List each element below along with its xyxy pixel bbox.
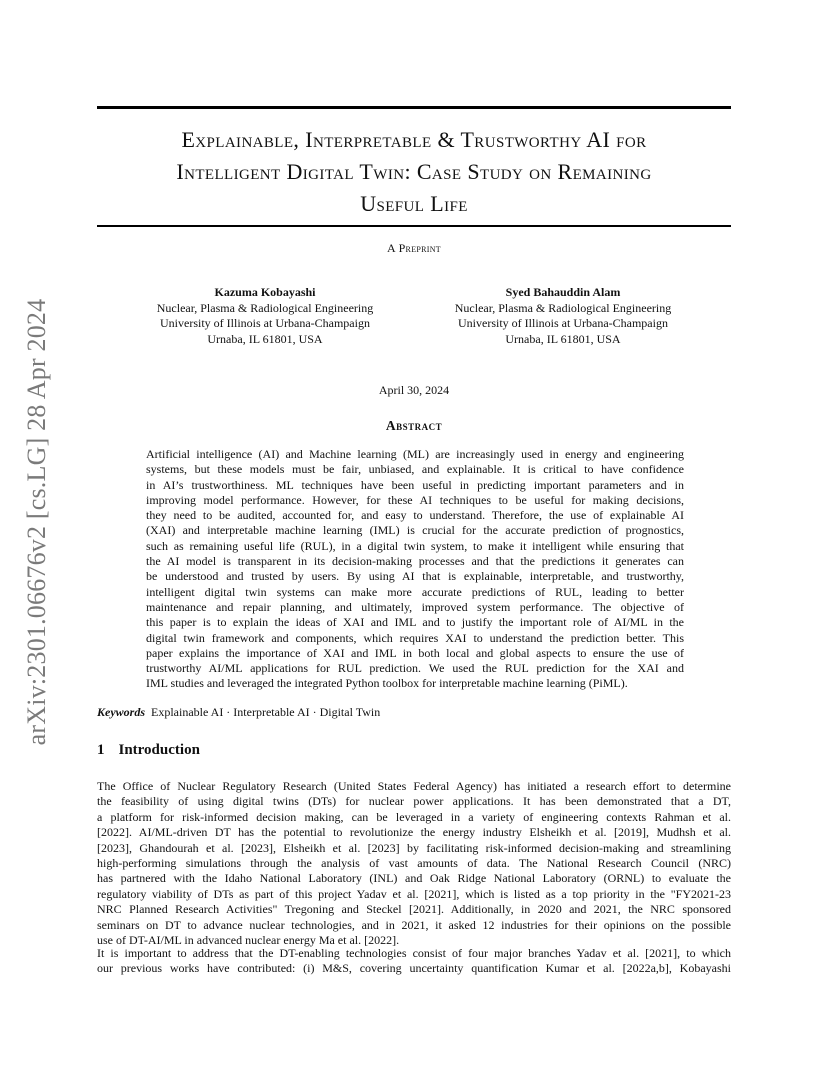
text-line: It is important to address that the DT-enabling technologies consist of four major branches Yadav et al. [2021], to which [97,946,731,960]
author-address: Urnaba, IL 61801, USA [505,331,621,346]
text-line: Artificial intelligence (AI) and Machine learning (ML) are increasingly used in energy and engineering [146,447,684,461]
title-line: Intelligent Digital Twin: Case Study on Remaining [176,159,652,184]
text-line: trustworthy AI/ML applications for RUL prediction. We used the RUL prediction for the XAI and [146,661,684,676]
text-line: regulatory viability of DTs as part of this project Yadav et al. [2021], which is listed as a top priority in the "FY2021-23 [97,886,731,901]
text-line: use of DT-AI/ML in advanced nuclear energy Ma et al. [2022]. [97,933,400,948]
text-line: the AI model is transparent in its decision-making processes and that the predictions it generates can [146,554,684,569]
body-paragraph [97,946,731,977]
title-rule-top [97,106,731,109]
text-line: high-performing simulations through the analysis of vast amounts of data. The National Research Council (NRC) [97,856,731,871]
text-line: they need to be audited, accounted for, and easy to understand. Therefore, the use of explainable AI [146,508,684,523]
text-line: has partnered with the Idaho National Laboratory (INL) and Oak Ridge National Laboratory (ORNL) to evaluate the [97,871,731,886]
text-line: maintenance and repair planning, and ultimately, improved system performance. The objective of [146,599,684,614]
author-university: University of Illinois at Urbana-Champaign [458,316,668,330]
section-title: Introduction [118,742,200,758]
text-line: [2023], Ghandourah et al. [2023], Elsheikh et al. [2023] by facilitating risk-informed decision-making and streamlining [97,840,731,855]
author-name: Syed Bahauddin Alam [505,285,621,299]
publication-date: April 30, 2024 [378,383,450,397]
title-line: Explainable, Interpretable & Trustworthy AI for [181,127,647,152]
body-paragraph [97,779,731,948]
section-number: 1 [97,742,105,758]
text-line: digital twin framework and components, which requires XAI to understand the prediction better. This [146,630,684,645]
text-line: intelligent digital twin systems can make more accurate predictions of RUL, leading to better [146,584,684,599]
text-line: this paper is to explain the ideas of XAI and IML and to justify the important role of AI/ML in the [146,615,684,630]
author-block [423,285,703,347]
text-line: (XAI) and interpretable machine learning (IML) is crucial for the accurate prediction of prognostics, [146,523,684,538]
arxiv-identifier: arXiv:2301.06676v2 [cs.LG] 28 Apr 2024 [22,298,51,746]
text-line: a platform for risk-informed decision making, can be leveraged in a variety of engineering contexts Rahman et al. [97,809,731,824]
paper-title [97,124,731,220]
keywords-label: Keywords [97,705,145,719]
text-line: such as remaining useful life (RUL), in a digital twin system, to make it intelligent while ensuring that [146,538,684,553]
text-line: [2022]. AI/ML-driven DT has the potential to revolutionize the energy industry Elsheikh et al. [2019], Mudhsh et al. [97,825,731,840]
text-line: seminars on DT to advance nuclear technologies, and in 2021, it asked 12 industries for their opinions on the possible [97,917,731,932]
text-line: the feasibility of using digital twins (DTs) for nuclear power applications. It has been demonstrated that a DT, [97,794,731,809]
author-department: Nuclear, Plasma & Radiological Engineering [156,300,374,315]
author-address: Urnaba, IL 61801, USA [207,331,323,346]
text-line: paper explains the importance of XAI and IML in both local and global aspects to ensure the use of [146,645,684,660]
text-line: be understood and trusted by users. By using AI that is explainable, interpretable, and trustworthy, [146,569,684,584]
author-block [125,285,405,347]
section-heading [97,742,200,759]
abstract-heading: Abstract [385,418,443,433]
text-line: in AI’s trustworthiness. ML techniques have been useful in predicting important parameters and in [146,477,684,492]
text-line: improving model performance. However, for these AI techniques to be useful for making decisions, [146,492,684,507]
text-line: systems, but these models must be fair, unbiased, and explainable. It is critical to have confidence [146,462,684,477]
keywords-list: Explainable AI · Interpretable AI · Digital Twin [151,705,381,719]
text-line: NRC Planned Research Activities" Tregoning and Steckel [2021]. Additionally, in 2020 and 2021, the NRC sponsored [97,902,731,917]
abstract-text [146,447,684,692]
author-university: University of Illinois at Urbana-Champaign [160,316,370,330]
text-line: our previous works have contributed: (i) M&S, covering uncertainty quantification Kumar et al. [2022a,b], Kobayashi [97,961,731,976]
title-rule-bottom [97,225,731,227]
text-line: The Office of Nuclear Regulatory Research (United States Federal Agency) has initiated a research effort to determine [97,779,731,793]
author-department: Nuclear, Plasma & Radiological Engineering [454,300,672,315]
text-line: IML studies and leveraged the integrated Python toolbox for interpretable machine learning (PiML). [146,676,628,691]
preprint-label: A Preprint [386,241,441,255]
keywords-line [97,705,380,720]
author-name: Kazuma Kobayashi [214,285,316,299]
title-line: Useful Life [360,191,468,216]
